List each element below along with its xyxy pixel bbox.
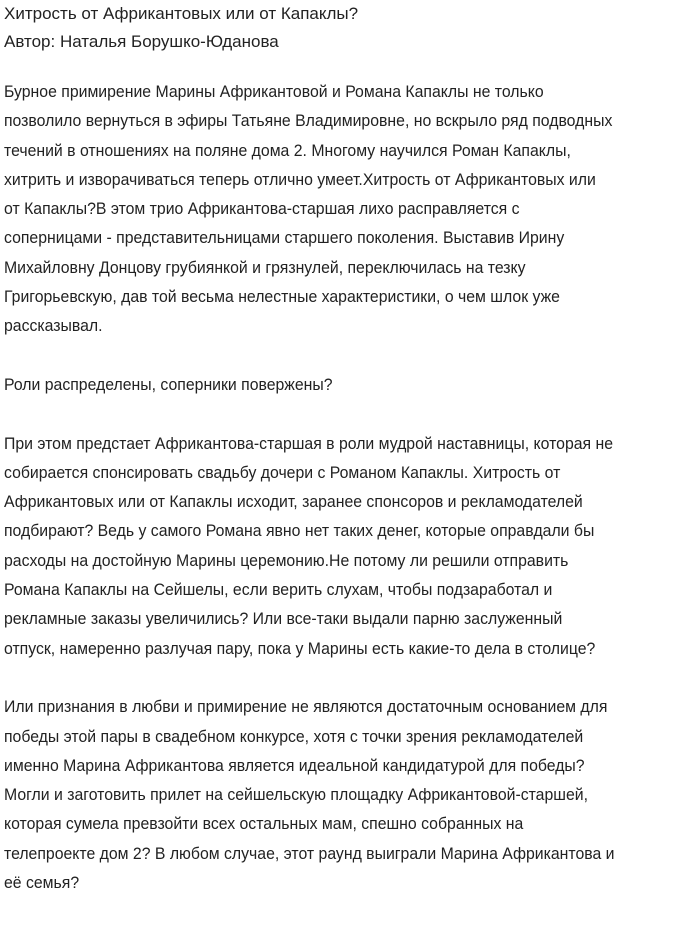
paragraph-line: от Капаклы?В этом трио Африкантова-старшая лихо расправляется с [4,199,520,219]
paragraph-line: Роли распределены, соперники повержены? [4,374,333,394]
paragraph-line: Михайловну Донцову грубиянкой и грязнулей, переключилась на тезку [4,257,526,277]
paragraph-line: подбирают? Ведь у самого Романа явно нет таких денег, которые оправдали бы [4,521,595,541]
paragraph-line: При этом предстает Африкантова-старшая в роли мудрой наставницы, которая не [4,433,614,453]
paragraph-line: её семья? [4,873,80,893]
paragraph-line: именно Марина Африкантова является идеальной кандидатурой для победы? [4,755,585,775]
paragraph-line: соперницами - представительницами старшего поколения. Выставив Ирину [4,228,565,248]
paragraph-line: хитрить и изворачиваться теперь отлично умеет.Хитрость от Африкантовых или [4,169,596,189]
paragraph-line: течений в отношениях на поляне дома 2. Многому научился Роман Капаклы, [4,140,571,160]
paragraph-line: победы этой пары в свадебном конкурсе, хотя с точки зрения рекламодателей [4,726,584,746]
paragraph-line: собирается спонсировать свадьбу дочери с Романом Капаклы. Хитрость от [4,462,561,482]
article-header [4,0,358,56]
paragraph-line: расходы на достойную Марины церемонию.Не потому ли решили отправить [4,550,569,570]
paragraph-line: рассказывал. [4,316,103,336]
paragraph-line: Могли и заготовить прилет на сейшельскую площадку Африкантовой-старшей, [4,785,588,805]
article-title: Хитрость от Африкантовых или от Капаклы? [4,4,359,23]
paragraph-line: Романа Капаклы на Сейшелы, если верить слухам, чтобы подзаработал и [4,580,553,600]
paragraph-line: отпуск, намеренно разлучая пару, пока у Марины есть какие-то дела в столице? [4,638,596,658]
paragraph-line: Григорьевскую, дав той весьма нелестные характеристики, о чем шлок уже [4,287,560,307]
paragraph-line: Африкантовых или от Капаклы исходит, заранее спонсоров и рекламодателей [4,492,583,512]
article-paragraph [4,692,692,897]
article-author: Автор: Наталья Борушко-Юданова [4,32,279,51]
paragraph-line: Бурное примирение Марины Африкантовой и Романа Капаклы не только [4,82,544,101]
paragraph-line: Или признания в любви и примирение не являются достаточным основанием для [4,697,608,717]
paragraph-line: позволило вернуться в эфиры Татьяне Владимировне, но вскрыло ряд подводных [4,111,613,131]
article-paragraph [4,370,692,399]
article-body [4,77,699,927]
paragraph-line: телепроекте дом 2? В любом случае, этот раунд выиграли Марина Африкантова и [4,843,615,863]
article-paragraph [4,429,692,663]
paragraph-line: рекламные заказы увеличились? Или все-таки выдали парню заслуженный [4,609,563,629]
article-paragraph [4,77,692,341]
paragraph-line: которая сумела превзойти всех остальных мам, спешно собранных на [4,814,524,834]
